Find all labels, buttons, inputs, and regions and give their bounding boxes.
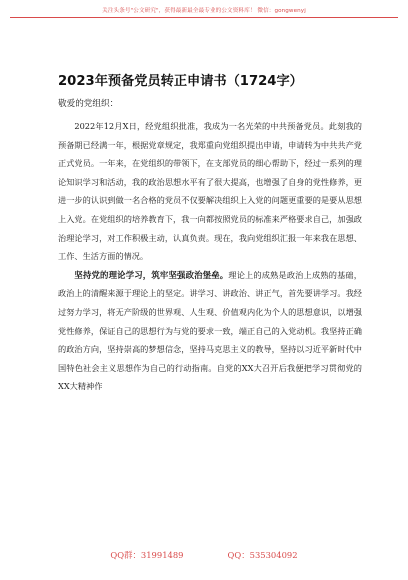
salutation: 敬爱的党组织： <box>58 99 119 109</box>
section-heading: 坚持党的理论学习，筑牢坚强政治堡垒。 <box>74 269 229 280</box>
document-title: 2023年预备党员转正申请书（1724字） <box>58 74 303 89</box>
document-body <box>58 117 362 396</box>
header-divider <box>10 17 398 18</box>
qq-contact: QQ：535304092 <box>227 550 298 560</box>
paragraph-2-text: 理论上的成熟是政治上成熟的基础，政治上的清醒来源于理论上的坚定。讲学习、讲政治、讲正气，首先要讲学习。我经过努力学习，将无产阶级的世界观、人生观、价值观内化为个人的思想意识，以增强党性修养，保证自己的思想行为与党的要求一致，端正自己的入党动机。我坚持正确的政治方向，坚持崇高的梦想信念，坚持马克思主义的教导，坚持以习近平新时代中国特色社会主义思想作为自己的行动指南。自党的XX大召开后我便把学习贯彻党的XX大精神作 <box>58 269 362 392</box>
footer-contact <box>0 549 408 561</box>
qq-group: QQ群：31991489 <box>110 550 184 560</box>
paragraph-2 <box>58 266 362 396</box>
paragraph-1: 2022年12月X日，经党组织批准，我成为一名光荣的中共预备党员。此刻我的预备期已经满一年，根据党章规定，我郑重向党组织提出申请，申请转为中共共产党正式党员。一年来，在党组织的带领下，在支部党员的细心帮助下，经过一系列的理论知识学习和活动，我的政治思想水平有了很大提高，也增强了自身的党性修养，更进一步的认识到做一名合格的党员不仅要解决组织上入党的问题更重要的是要从思想上入党。在党组织的培养教育下，我一向都按照党员的标准来严格要求自己，加强政治理论学习，对工作积极主动，认真负责。现在，我向党组织汇报一年来我在思想、工作、生活方面的情况。 <box>58 121 362 262</box>
header-banner: 关注头条号"公文研究"，获得最新最全最专业的公文资料库！ 微信：gongwenyj <box>102 8 306 14</box>
